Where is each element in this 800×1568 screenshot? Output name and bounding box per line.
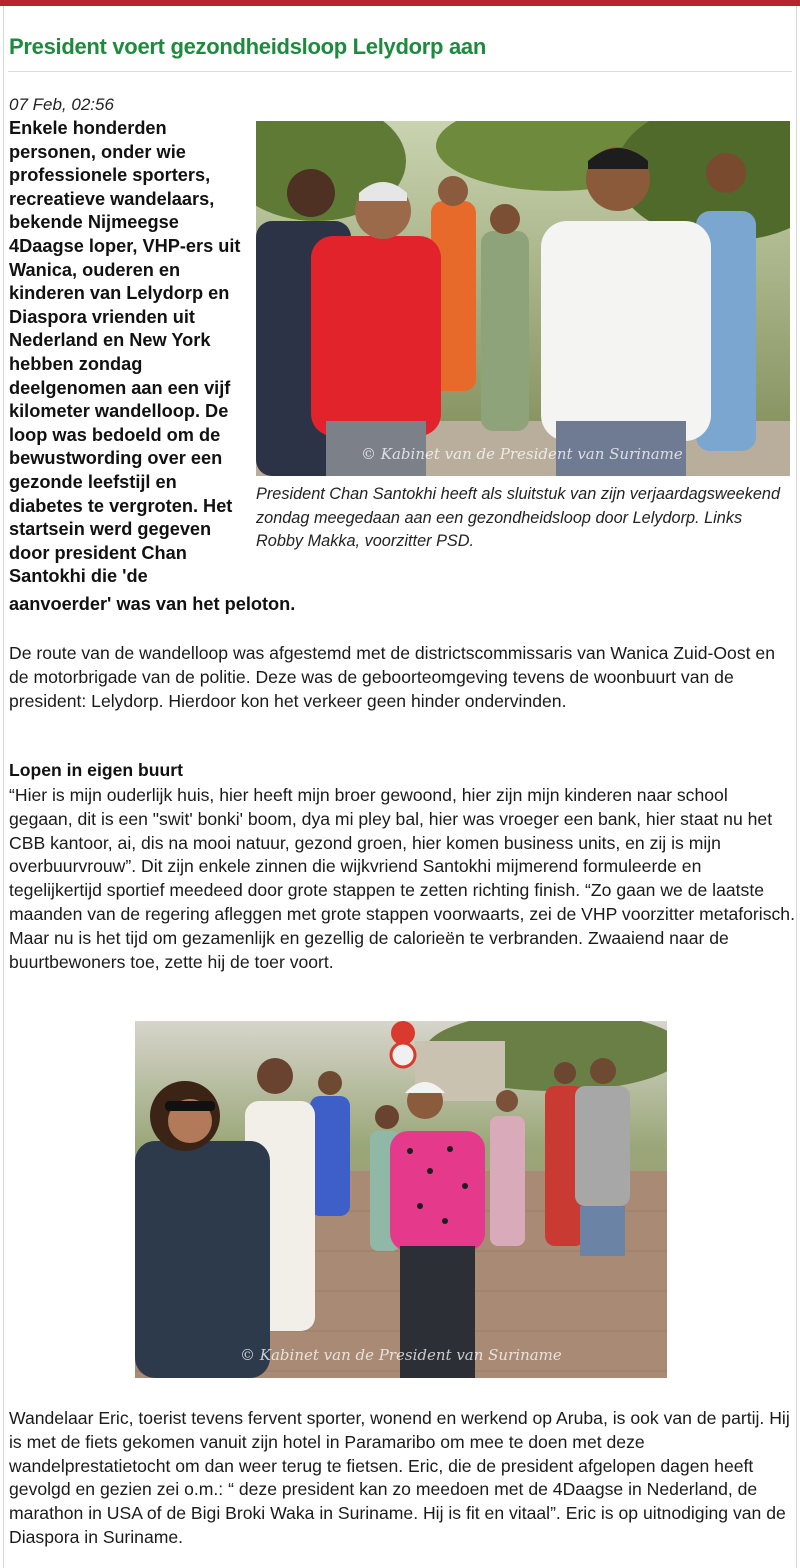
article-photo-president-walking[interactable] xyxy=(256,121,790,476)
section-subheading: Lopen in eigen buurt xyxy=(9,760,183,780)
lead-paragraph-end: aanvoerder' was van het peloton. xyxy=(9,594,296,614)
svg-text:© Kabinet van de President van: © Kabinet van de President van Suriname xyxy=(361,445,683,463)
photo2-illustration xyxy=(135,1021,667,1378)
svg-text:© Kabinet van de President van: © Kabinet van de President van Suriname xyxy=(240,1346,562,1364)
publish-date: 07 Feb, 02:56 xyxy=(9,95,114,114)
body-paragraph-eric: Wandelaar Eric, toerist tevens fervent sporter, wonend en werkend op Aruba, is ook van de partij. Hij is met de fiets gekomen vanuit zijn hotel in Paramaribo om mee te doen met deze wandelprestatietocht om dan weer terug te fietsen. Eric, die de president afgelopen dagen heeft gevolgd en gezien zei o.m.: “ deze president kan zo meedoen met de 4Daagse in Nederland, de marathon in USA of de Bigi Broki Waka in Suriname. Hij is fit en vitaal”. Eric is op uitnodiging van de Diaspora in Suriname. xyxy=(9,1408,790,1547)
article-title: President voert gezondheidsloop Lelydorp aan xyxy=(9,34,486,59)
body-paragraph-quote: “Hier is mijn ouderlijk huis, hier heeft mijn broer gewoond, hier zijn mijn kinderen naar school gegaan, dit is een "swit' bonki' boom, dya mi pley bal, hier was vroeger een bank, hier staat nu het CBB kantoor, ai, dis na mooi natuur, gezond groen, hier komen business units, en zij is mijn overbuurvrouw”. Dit zijn enkele zinnen die wijkvriend Santokhi mijmerend formuleerde en tegelijkertijd sportief meedeed door grote stappen te zetten richting finish. “Zo gaan we de laatste maanden van de regering afleggen met grote stappen voorwaarts, zei de VHP voorzitter metaforisch. Maar nu is het tijd om gezamenlijk en gezellig de calorieën te verbranden. Zwaaiend naar de buurtbewoners toe, zette hij de toer voort. xyxy=(9,785,795,972)
photo1-caption: President Chan Santokhi heeft als sluitstuk van zijn verjaardagsweekend zondag meegedaan aan een gezondheidsloop door Lelydorp. Links Robby Makka, voorzitter PSD. xyxy=(256,485,781,551)
article-photo-walkers[interactable] xyxy=(135,1021,667,1378)
title-divider xyxy=(8,71,792,72)
lead-paragraph: Enkele honderden personen, onder wie professionele sporters, recreatieve wandelaars, bekende Nijmeegse 4Daagse loper, VHP-ers uit Wanica, ouderen en kinderen van Lelydorp en Diaspora vrienden uit Nederland en New York hebben zondag deelgenomen aan een vijf kilometer wandelloop. De loop was bedoeld om de bewustwording over een gezonde leefstijl en diabetes te vergroten. Het startsein werd gegeven door president Chan Santokhi die 'de xyxy=(9,118,241,587)
photo1-illustration xyxy=(256,121,790,476)
body-paragraph-route: De route van de wandelloop was afgestemd met de districtscommissaris van Wanica Zuid-Oost en de motorbrigade van de politie. Deze was de geboorteomgeving tevens de woonbuurt van de president: Lelydorp. Hierdoor kon het verkeer geen hinder ondervinden. xyxy=(9,643,775,711)
